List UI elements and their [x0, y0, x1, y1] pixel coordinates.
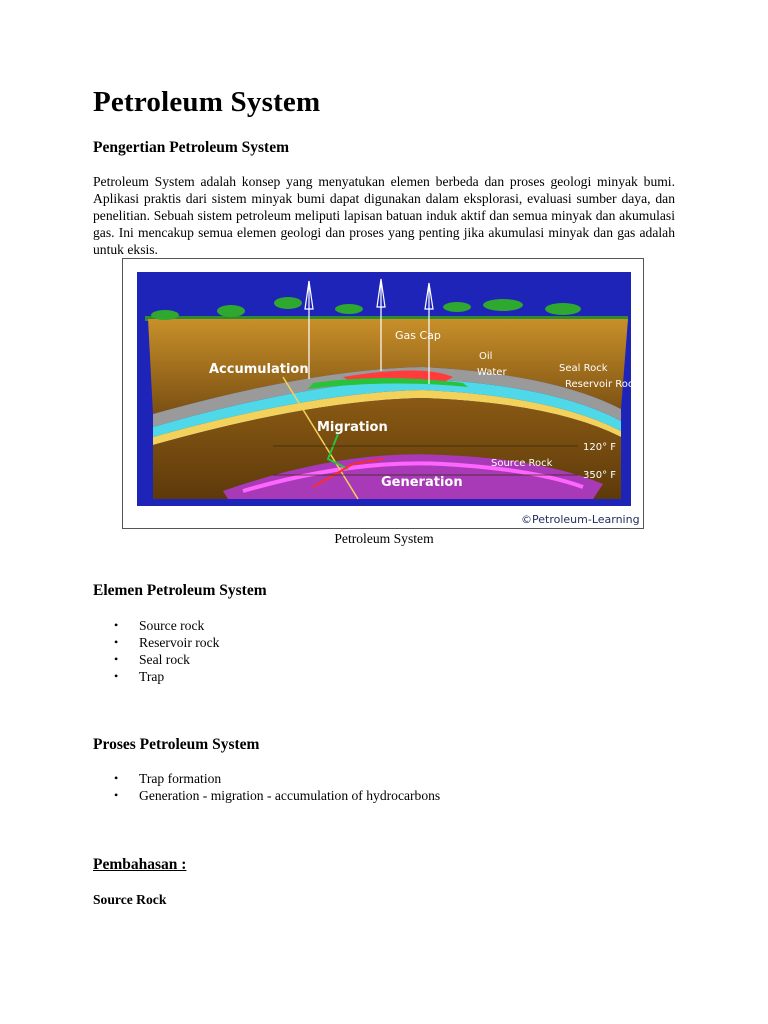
- page-title: Petroleum System: [93, 86, 321, 118]
- label-source-rock: Source Rock: [491, 458, 553, 469]
- label-migration: Migration: [317, 420, 388, 435]
- section-heading-proses: Proses Petroleum System: [93, 736, 260, 753]
- proses-list: [93, 770, 440, 804]
- section-heading-elemen: Elemen Petroleum System: [93, 582, 267, 599]
- section-heading-pengertian: Pengertian Petroleum System: [93, 139, 289, 156]
- figure-credit: ©Petroleum-Learning: [521, 513, 640, 526]
- list-item: • Generation - migration - accumulation of hydrocarbons: [93, 787, 440, 804]
- petroleum-system-figure: [122, 258, 644, 529]
- label-accumulation: Accumulation: [209, 362, 309, 377]
- label-temp-120: 120° F: [583, 442, 617, 453]
- label-seal-rock: Seal Rock: [559, 363, 608, 374]
- label-water: Water: [477, 367, 507, 378]
- label-temp-350: 350° F: [583, 470, 617, 481]
- list-item: • Source rock: [93, 617, 219, 634]
- list-item: • Reservoir rock: [93, 634, 219, 651]
- label-reservoir-rock: Reservoir Rock: [565, 379, 640, 390]
- list-item: • Trap formation: [93, 770, 440, 787]
- label-gas-cap: Gas Cap: [395, 329, 441, 342]
- label-generation: Generation: [381, 475, 463, 490]
- section-heading-pembahasan: Pembahasan :: [93, 856, 187, 873]
- list-item: • Trap: [93, 668, 219, 685]
- label-oil: Oil: [479, 351, 493, 362]
- intro-paragraph: Petroleum System adalah konsep yang menyatukan elemen berbeda dan proses geologi minyak bumi. Aplikasi praktis dari sistem minyak bumi dapat digunakan dalam eksplorasi, evaluasi sumber daya, dan penelitian. Sebuah sistem petroleum meliputi lapisan batuan induk aktif dan semua minyak dan akumulasi gas. Ini mencakup semua elemen geologi dan proses yang penting jika akumulasi minyak dan gas adalah untuk eksis.: [93, 174, 675, 257]
- figure-caption: Petroleum System: [334, 531, 434, 546]
- petroleum-system-diagram: [123, 259, 643, 528]
- list-item: • Seal rock: [93, 651, 219, 668]
- subheading-source-rock: Source Rock: [93, 892, 167, 907]
- elemen-list: [93, 617, 219, 685]
